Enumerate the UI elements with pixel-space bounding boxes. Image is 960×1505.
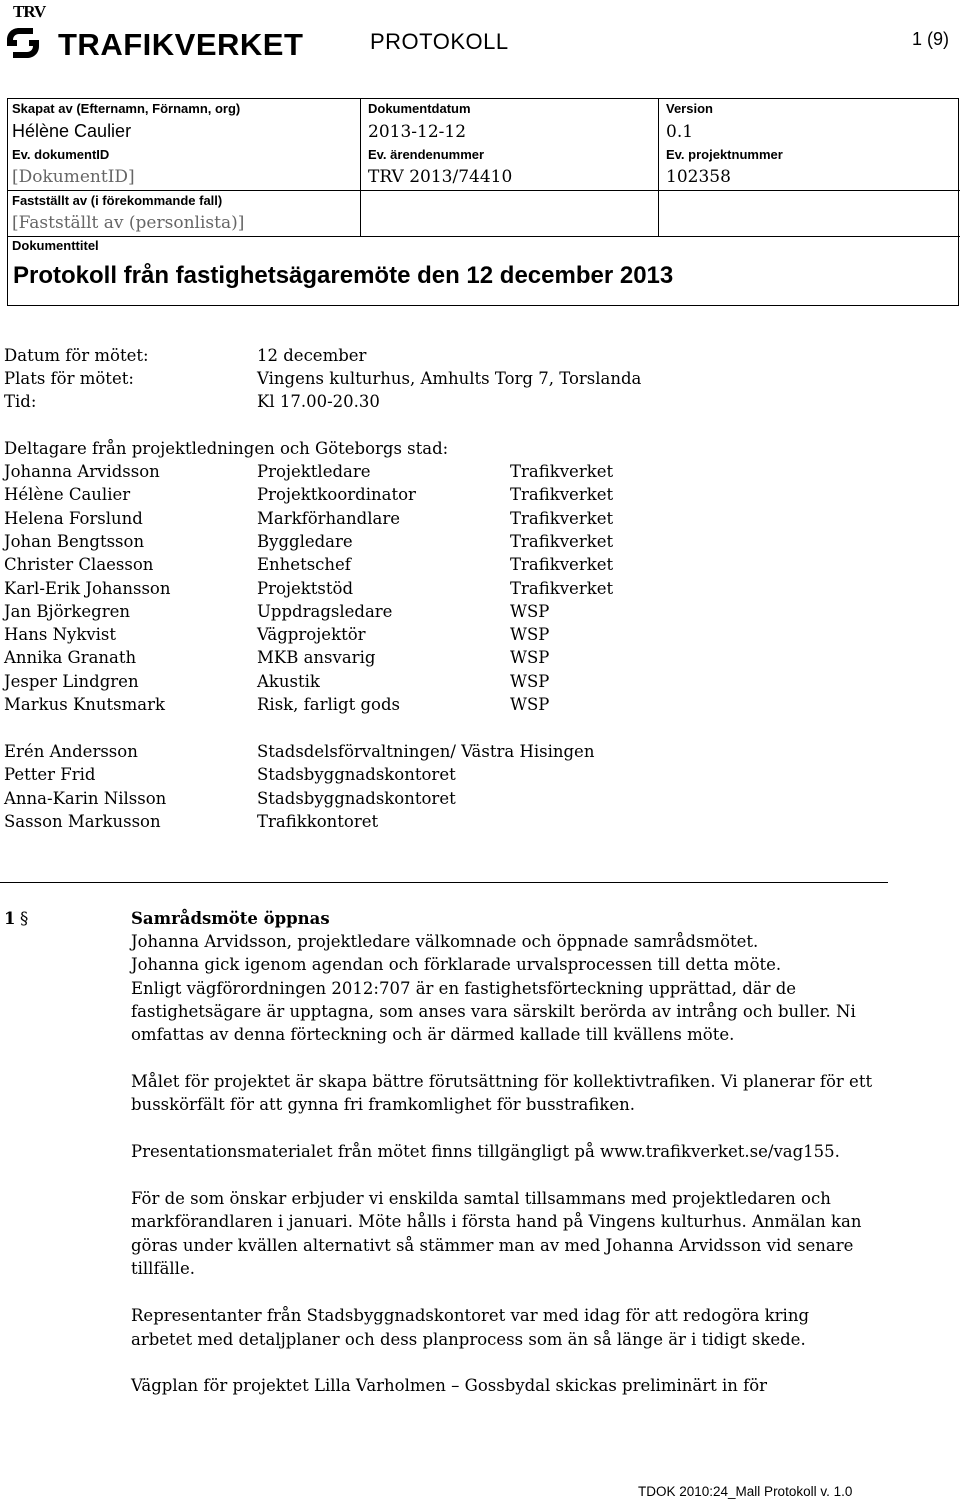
participant-role: Projektstöd: [257, 578, 354, 598]
participant-role: Byggledare: [257, 531, 353, 551]
meeting-date-label: Datum för mötet:: [4, 346, 149, 365]
city-participant-row: [0, 810, 960, 833]
document-date-value: 2013-12-12: [368, 122, 467, 142]
city-participant-row: [0, 763, 960, 786]
approved-by-label: Fastställt av (i förekommande fall): [12, 193, 223, 208]
city-participant-row: [0, 740, 960, 763]
created-by-value: Hélène Caulier: [12, 121, 132, 141]
section-text-line: arbetet med detaljplaner och dess planprocess som än så länge är i tidigt skede.: [131, 1330, 806, 1349]
participant-org: WSP: [510, 648, 550, 668]
participant-row: [0, 530, 960, 553]
meeting-time-value: Kl 17.00-20.30: [257, 392, 380, 411]
participant-org: Stadsbyggnadskontoret: [257, 765, 456, 785]
participant-org: Trafikverket: [510, 508, 614, 528]
approved-by-value: [Fastställt av (personlista)]: [12, 213, 245, 233]
version-label: Version: [666, 101, 713, 116]
participant-name: Hélène Caulier: [4, 485, 131, 505]
participant-org: Trafikverket: [510, 485, 614, 505]
section-heading: Samrådsmöte öppnas: [131, 909, 330, 928]
participant-role: Vägprojektör: [257, 625, 366, 645]
participant-org: WSP: [510, 601, 550, 621]
section-number: 1: [4, 909, 16, 928]
section-text-line: göras under kvällen alternativt så stämmer man av med Johanna Arvidsson vid senare: [131, 1236, 854, 1255]
participant-role: Markförhandlare: [257, 508, 400, 528]
meeting-place-label: Plats för mötet:: [4, 369, 134, 388]
participant-row: [0, 623, 960, 646]
participant-org: Stadsbyggnadskontoret: [257, 788, 456, 808]
section-text-line: omfattas av denna förteckning och är därmed kallade till kvällens möte.: [131, 1025, 735, 1044]
section-text-line: Vägplan för projektet Lilla Varholmen – Gossbydal skickas preliminärt in för: [131, 1376, 768, 1395]
section-divider: [0, 882, 888, 883]
participant-org: Trafikverket: [510, 462, 614, 481]
template-footer: TDOK 2010:24_Mall Protokoll v. 1.0: [638, 1484, 853, 1499]
participant-name: Annika Granath: [4, 648, 137, 668]
document-metadata-table: [7, 98, 959, 306]
meeting-time-label: Tid:: [4, 392, 37, 411]
section-text-line: markförandlaren i januari. Möte hålls i första hand på Vingens kulturhus. Anmälan kan: [131, 1212, 862, 1231]
participant-role: Akustik: [257, 671, 320, 691]
page-number: 1 (9): [912, 29, 950, 49]
case-number-label: Ev. ärendenummer: [368, 147, 485, 162]
participant-role: Enhetschef: [257, 555, 351, 575]
participant-name: Anna-Karin Nilsson: [4, 788, 167, 808]
document-type: PROTOKOLL: [370, 29, 509, 54]
participant-role: Projektledare: [257, 462, 371, 481]
meeting-time-row: [0, 390, 960, 413]
section-text-line: Johanna Arvidsson, projektledare välkomnade och öppnade samrådsmötet.: [131, 932, 759, 951]
section-text-line: tillfälle.: [131, 1259, 195, 1278]
participant-row: [0, 577, 960, 600]
trafikverket-logo: [2, 16, 307, 62]
section-text-line: Enligt vägförordningen 2012:707 är en fastighetsförteckning upprättad, där de: [131, 979, 797, 998]
participant-org: Stadsdelsförvaltningen/ Västra Hisingen: [257, 742, 595, 761]
participant-name: Erén Andersson: [4, 742, 138, 761]
meeting-date-value: 12 december: [257, 346, 367, 365]
participant-org: Trafikverket: [510, 555, 614, 575]
participant-role: Uppdragsledare: [257, 601, 393, 621]
section-text-line: För de som önskar erbjuder vi enskilda samtal tillsammans med projektledaren och: [131, 1189, 831, 1208]
section-text-line: Presentationsmaterialet från mötet finns tillgängligt på www.trafikverket.se/vag155.: [131, 1142, 840, 1161]
section-text-line: Johanna gick igenom agendan och förklarade urvalsprocessen till detta möte.: [131, 955, 782, 974]
project-number-value: 102358: [666, 167, 731, 187]
document-title: Protokoll från fastighetsägaremöte den 12 december 2013: [13, 262, 674, 289]
section-text-line: busskörfält för att gynna fri framkomlighet för busstrafiken.: [131, 1095, 636, 1114]
participant-name: Jan Björkegren: [4, 601, 130, 621]
participant-row: [0, 507, 960, 530]
participant-role: Projektkoordinator: [257, 485, 416, 505]
participant-row: [0, 646, 960, 669]
document-id-label: Ev. dokumentID: [12, 147, 110, 162]
participant-org: Trafikverket: [510, 531, 614, 551]
section-text-line: Representanter från Stadsbyggnadskontoret var med idag för att redogöra kring: [131, 1306, 810, 1325]
case-number-value: TRV 2013/74410: [368, 167, 513, 187]
logo-wordmark: TRAFIKVERKET: [58, 27, 304, 62]
participant-name: Johan Bengtsson: [4, 531, 145, 551]
project-number-label: Ev. projektnummer: [666, 147, 783, 162]
participant-name: Christer Claesson: [4, 555, 154, 575]
meeting-place-value: Vingens kulturhus, Amhults Torg 7, Torslanda: [257, 369, 642, 388]
created-by-label: Skapat av (Efternamn, Förnamn, org): [12, 101, 241, 116]
participant-name: Karl-Erik Johansson: [4, 578, 171, 598]
participant-row: [0, 600, 960, 623]
document-title-label: Dokumenttitel: [12, 238, 99, 253]
participant-name: Hans Nykvist: [4, 625, 117, 645]
participant-name: Markus Knutsmark: [4, 695, 166, 714]
participant-org: WSP: [510, 625, 550, 645]
participant-row: [0, 553, 960, 576]
participants-heading: Deltagare från projektledningen och Göteborgs stad:: [4, 439, 449, 458]
city-participant-row: [0, 787, 960, 810]
participant-role: Risk, farligt gods: [257, 695, 401, 714]
participant-row: [0, 460, 960, 483]
participant-row: [0, 670, 960, 693]
trafikverket-emblem-icon: [7, 28, 39, 58]
meeting-date-row: [0, 344, 960, 367]
version-value: 0.1: [666, 122, 694, 142]
meeting-place-row: [0, 367, 960, 390]
participant-row: [0, 483, 960, 506]
participant-role: MKB ansvarig: [257, 648, 376, 668]
document-id-value: [DokumentID]: [12, 167, 135, 187]
section-text-line: fastighetsägare är upptagna, som anses vara särskilt berörda av intrång och buller. Ni: [131, 1002, 856, 1021]
section-text-line: Målet för projektet är skapa bättre förutsättning för kollektivtrafiken. Vi planerar för ett: [131, 1072, 873, 1091]
participant-org: WSP: [510, 695, 550, 714]
participant-name: Johanna Arvidsson: [4, 462, 160, 481]
participant-name: Sasson Markusson: [4, 811, 161, 831]
participant-org: Trafikkontoret: [257, 811, 379, 831]
participant-name: Helena Forslund: [4, 508, 143, 528]
participant-org: Trafikverket: [510, 578, 614, 598]
participant-name: Jesper Lindgren: [4, 671, 139, 691]
participant-row: [0, 693, 960, 716]
document-date-label: Dokumentdatum: [368, 101, 471, 116]
participant-name: Petter Frid: [4, 765, 96, 785]
trv-crown-mark: TRV: [13, 2, 46, 21]
section-paragraph-mark: §: [20, 909, 29, 928]
participant-org: WSP: [510, 671, 550, 691]
